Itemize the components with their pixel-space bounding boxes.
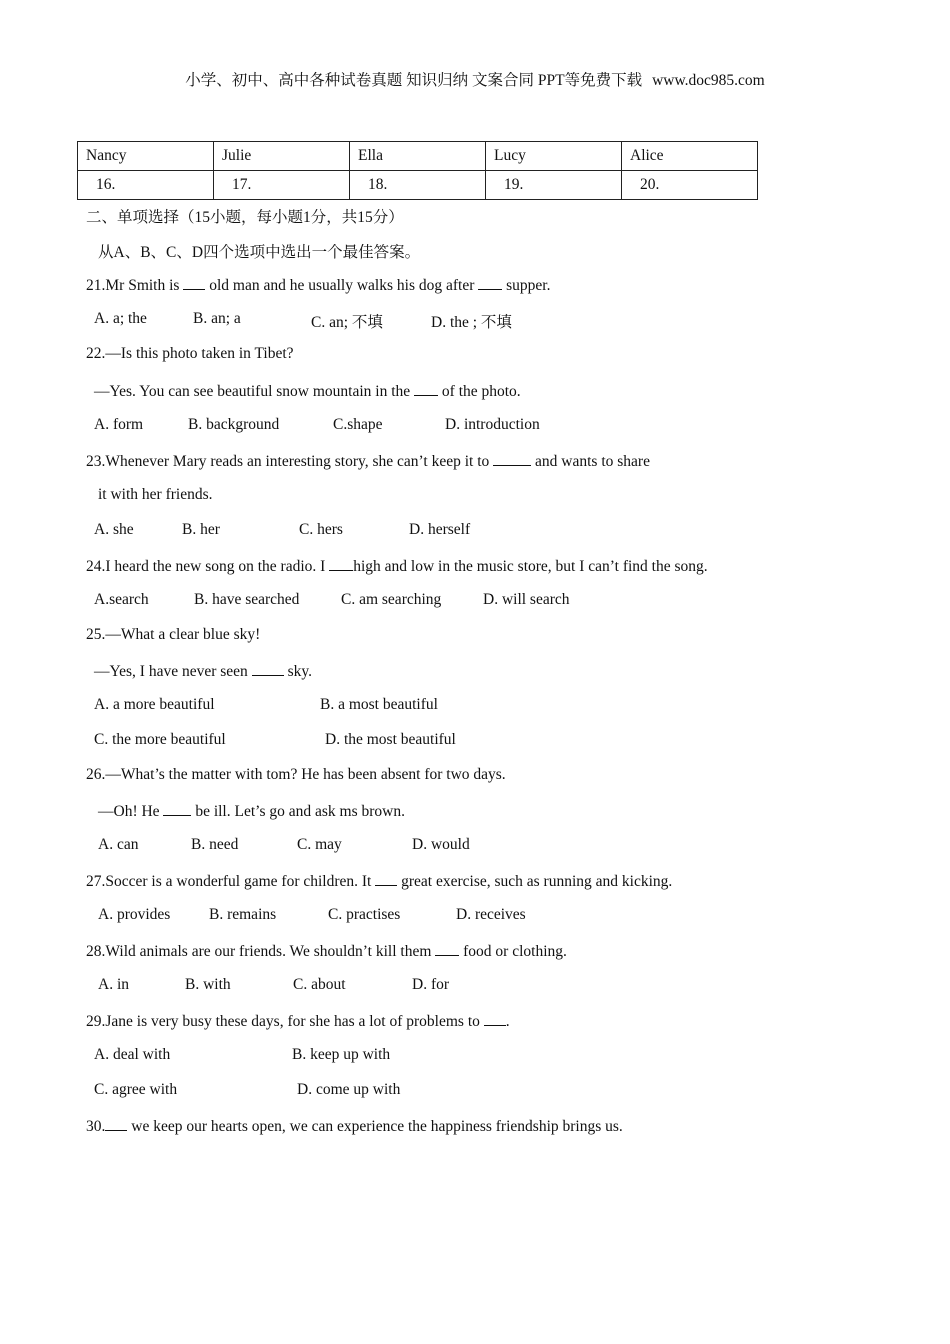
answer-blank (478, 275, 502, 290)
answer-table-names-row (78, 142, 758, 171)
question-text: food or clothing. (459, 943, 567, 960)
question-text: we keep our hearts open, we can experience the happiness friendship brings us. (127, 1118, 623, 1135)
option-c: C. about (293, 976, 346, 993)
question-25-response (94, 661, 312, 681)
option-d: D. introduction (445, 416, 540, 433)
section-title: 二、单项选择（15小题，每小题1分，共15分） (86, 209, 404, 226)
option-b: B. her (182, 521, 220, 538)
table-cell: Lucy (486, 142, 622, 171)
table-cell: 16. (78, 171, 214, 200)
question-22: 22.—Is this photo taken in Tibet? (86, 345, 294, 362)
option-a: A.search (94, 591, 149, 608)
answer-blank (435, 941, 459, 956)
question-text: of the photo. (438, 383, 521, 400)
option-a: A. provides (98, 906, 171, 923)
option-d: D. receives (456, 906, 526, 923)
option-c: C. agree with (94, 1081, 178, 1098)
question-text: be ill. Let’s go and ask ms brown. (191, 803, 405, 820)
table-cell: 19. (486, 171, 622, 200)
answer-blank (329, 556, 353, 571)
question-23-continued: it with her friends. (98, 486, 213, 503)
question-text: sky. (283, 663, 312, 680)
question-text: . (505, 1013, 510, 1030)
option-a: A. can (98, 836, 139, 853)
question-text: —Yes. You can see beautiful snow mountain in the (94, 383, 415, 400)
option-d: D. come up with (297, 1081, 401, 1098)
option-a: A. form (94, 416, 144, 433)
question-27 (86, 871, 672, 891)
option-d: D. the ; 不填 (431, 314, 512, 331)
question-text: 29.Jane is very busy these days, for she has a lot of problems to (86, 1013, 484, 1030)
option-c: C. an; 不填 (311, 314, 383, 331)
question-text: great exercise, such as running and kicking. (397, 873, 673, 890)
question-text: supper. (502, 277, 551, 294)
option-a: A. she (94, 521, 134, 538)
table-cell: 20. (622, 171, 758, 200)
question-28 (86, 941, 567, 961)
answer-blank (375, 871, 397, 886)
option-c: C. may (297, 836, 342, 853)
option-c: C. the more beautiful (94, 731, 226, 748)
option-d: D. for (412, 976, 450, 993)
question-29 (86, 1011, 510, 1031)
option-b: B. an; a (193, 310, 241, 327)
page-header (0, 68, 950, 90)
question-text: and wants to share (531, 453, 650, 470)
question-22-response (94, 381, 521, 401)
table-cell: 18. (350, 171, 486, 200)
table-cell: Julie (214, 142, 350, 171)
question-text: 28.Wild animals are our friends. We shouldn’t kill them (86, 943, 436, 960)
option-b: B. a most beautiful (320, 696, 438, 713)
question-30 (86, 1116, 623, 1136)
question-text: 21.Mr Smith is (86, 277, 184, 294)
answer-blank (105, 1116, 127, 1131)
question-24 (86, 556, 708, 576)
question-text: —Oh! He (98, 803, 164, 820)
table-cell: 17. (214, 171, 350, 200)
answer-blank (163, 801, 191, 816)
question-text: —Yes, I have never seen (94, 663, 252, 680)
option-a: A. a more beautiful (94, 696, 215, 713)
question-text: old man and he usually walks his dog after (205, 277, 479, 294)
answer-blank (414, 381, 438, 396)
option-c: C. am searching (341, 591, 442, 608)
section-instruction: 从A、B、C、D四个选项中选出一个最佳答案。 (98, 244, 421, 261)
answer-blank (252, 661, 284, 676)
option-c: C. hers (299, 521, 343, 538)
question-text: 23.Whenever Mary reads an interesting story, she can’t keep it to (86, 453, 494, 470)
table-cell: Ella (350, 142, 486, 171)
option-c: C. practises (328, 906, 401, 923)
option-d: D. would (412, 836, 470, 853)
option-d: D. the most beautiful (325, 731, 456, 748)
option-b: B. with (185, 976, 231, 993)
table-cell: Nancy (78, 142, 214, 171)
option-b: B. have searched (194, 591, 300, 608)
header-url: www.doc985.com (652, 72, 765, 89)
option-d: D. herself (409, 521, 471, 538)
question-26: 26.—What’s the matter with tom? He has been absent for two days. (86, 766, 506, 783)
question-23 (86, 451, 650, 471)
option-d: D. will search (483, 591, 570, 608)
option-a: A. in (98, 976, 129, 993)
table-cell: Alice (622, 142, 758, 171)
answer-table-numbers-row (78, 171, 758, 200)
header-title: 小学、初中、高中各种试卷真题 知识归纳 文案合同 PPT等免费下载 (185, 72, 643, 89)
option-a: A. a; the (94, 310, 147, 327)
option-c: C.shape (333, 416, 383, 433)
answer-table (77, 141, 758, 200)
question-25: 25.—What a clear blue sky! (86, 626, 261, 643)
question-text: 30. (86, 1118, 106, 1135)
option-a: A. deal with (94, 1046, 171, 1063)
answer-blank (493, 451, 531, 466)
question-26-response (98, 801, 405, 821)
option-b: B. background (188, 416, 280, 433)
question-text: 24.I heard the new song on the radio. I (86, 558, 330, 575)
question-text: high and low in the music store, but I can’t find the song. (353, 558, 708, 575)
option-b: B. remains (209, 906, 277, 923)
answer-blank (484, 1011, 506, 1026)
option-b: B. need (191, 836, 239, 853)
question-text: 27.Soccer is a wonderful game for children. It (86, 873, 376, 890)
answer-blank (183, 275, 205, 290)
question-21 (86, 275, 550, 295)
option-b: B. keep up with (292, 1046, 391, 1063)
